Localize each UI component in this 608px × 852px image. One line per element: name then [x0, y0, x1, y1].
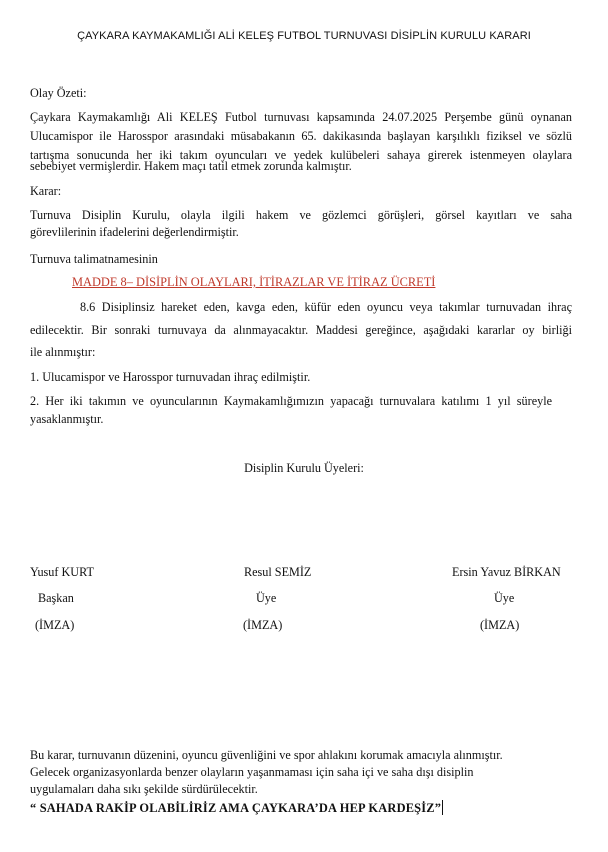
member-name-3: Ersin Yavuz BİRKAN [452, 565, 561, 579]
summary-line-1: Çaykara Kaymakamlığı Ali KELEŞ Futbol turnuvası kapsamında 24.07.2025 Perşembe günü oynanan [30, 110, 572, 124]
article-line-3: ile alınmıştır: [30, 345, 96, 359]
member-name-2: Resul SEMİZ [244, 565, 312, 579]
summary-line-4: sebebiyet vermişlerdir. Hakem maçı tatil etmek zorunda kalmıştır. [30, 159, 352, 173]
motto-text: “ SAHADA RAKİP OLABİLİRİZ AMA ÇAYKARA’DA HEP KARDEŞİZ” [30, 801, 442, 815]
committee-heading: Disiplin Kurulu Üyeleri: [244, 461, 364, 475]
text-cursor [442, 800, 443, 815]
summary-line-3: tartışma sonucunda her iki takım oyuncuları ve yedek kulübeleri sahaya girerek istenmeyen olaylara [30, 148, 572, 162]
decision-line-1: Turnuva Disiplin Kurulu, olayla ilgili hakem ve gözlemci görüşleri, görsel kayıtları ve saha [30, 208, 572, 222]
member-signature-3: (İMZA) [480, 618, 520, 632]
decision-heading: Karar: [30, 184, 62, 198]
closing-line-1: Bu karar, turnuvanın düzenini, oyuncu güvenliğini ve spor ahlakını korumak amacıyla alınmıştır. [30, 748, 503, 762]
document-title: ÇAYKARA KAYMAKAMLIĞI ALİ KELEŞ FUTBOL TURNUVASI DİSİPLİN KURULU KARARI [77, 30, 531, 42]
ruling-1: 1. Ulucamispor ve Harosspor turnuvadan ihraç edilmiştir. [30, 370, 311, 384]
article-line-1: 8.6 Disiplinsiz hareket eden, kavga eden, küfür eden oyuncu veya takımlar turnuvadan ihraç [80, 300, 572, 314]
member-role-2: Üye [256, 591, 277, 605]
decision-line-2: görevlilerinin ifadelerini değerlendirmiştir. [30, 225, 239, 239]
member-signature-2: (İMZA) [243, 618, 283, 632]
regulation-intro: Turnuva talimatnamesinin [30, 252, 158, 266]
ruling-2: 2. Her iki takımın ve oyuncularının Kaymakamlığımızın yapacağı turnuvalara katılımı 1 yıl süreyle [30, 394, 552, 408]
article-line-2: edilecektir. Bir sonraki turnuvaya da alınmayacaktır. Maddesi gereğince, aşağıdaki kararlar oy birliği [30, 323, 572, 337]
closing-line-2: Gelecek organizasyonlarda benzer olayların yaşanmaması için saha içi ve saha dışı disiplin [30, 765, 474, 779]
member-signature-1: (İMZA) [35, 618, 75, 632]
ruling-2-cont: yasaklanmıştır. [30, 412, 104, 426]
motto [30, 800, 443, 816]
summary-heading: Olay Özeti: [30, 86, 87, 100]
member-role-1: Başkan [38, 591, 74, 605]
member-role-3: Üye [494, 591, 515, 605]
summary-line-2: Ulucamispor ile Harosspor arasındaki müsabakanın 65. dakikasında başlayan karşılıklı fiziksel ve sözlü [30, 129, 572, 143]
article-heading: MADDE 8– DİSİPLİN OLAYLARI, İTİRAZLAR VE İTİRAZ ÜCRETİ [72, 275, 436, 289]
closing-line-3: uygulamaları daha sıkı şekilde sürdürülecektir. [30, 782, 258, 796]
member-name-1: Yusuf KURT [30, 565, 94, 579]
